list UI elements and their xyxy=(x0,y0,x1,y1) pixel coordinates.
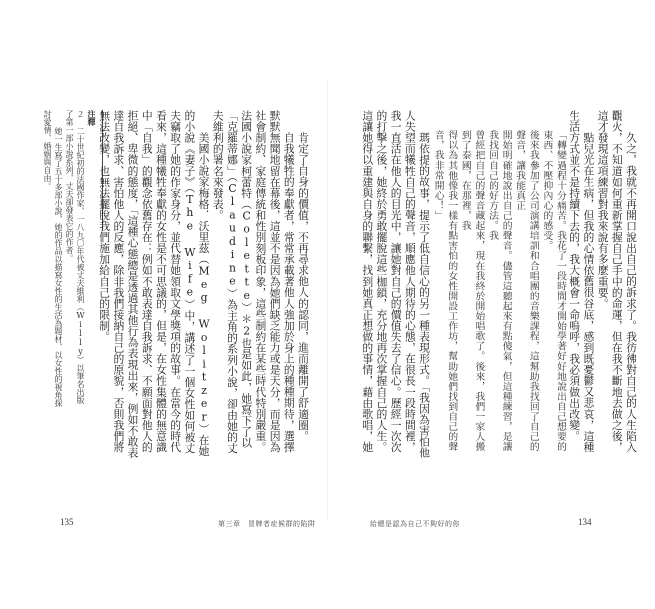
running-head: 給總是認為自己不夠好的你 xyxy=(370,520,460,528)
notes-title: 注釋 xyxy=(87,110,97,126)
paragraph: 肯定了自身的價值，不再尋求他人的認同，進而離開了舒適圈。 xyxy=(297,131,310,441)
quote-line: 開始明確地說出自己的聲音。儘管這聽起來有點傻氣，但這種練習，是讓我找回自己的好方法。我 xyxy=(487,129,512,452)
right-page xyxy=(328,0,655,609)
paragraph: 自我犧牲的奉獻者，常常承載著他人強加於身上的種種期待，選擇默默無聞地留在幕後，這並不是因為她們缺乏能力或是天分，而是因為社會制約、家庭傳統和性別刻板印象，這些制約在某些時代特別嚴重。法國小說家柯蕾特（Colette）＊2也是如此，她寫下了以「克羅蒂娜」（Claudine）為主角的系列小說，卻由她的丈夫維利的署名來發表。 xyxy=(211,110,296,454)
quote-line: 得以為其他像我一樣有點害怕的女性開設工作坊，幫助她們找到自己的聲音，我非常開心！」 xyxy=(432,129,458,452)
right-body-text xyxy=(338,110,638,460)
page-number: 135 xyxy=(60,517,74,527)
left-page xyxy=(0,0,327,609)
paragraph: 久之，我就不再開口說出自己的訴求了。我彷彿對自己的人生陷入觀火，不知道如何重新掌握自己手中的命運，但在我不斷地去做之後，這才發現這項練習對我來說有多麼重要。 xyxy=(596,110,638,453)
paragraph: 瑪依提的故事，提示了低自信心的另一種表現形式。「我因為害怕他人失望而犧牲自己的聲音，順應他人期待的心態，在很長一段時間裡，我一直活在他人的目光中，讓她對自己的價值失去了信心。歷經一次次的打擊之後，她終於勇敢擺脫這些枷鎖，充分地再次掌握自己的人生。這讓她得以重建與自身的聯繫，找到她真正想做的事情，藉由歌唱，她 xyxy=(361,110,432,458)
paragraph: 美國小說家梅格．沃里茲（Meg Wolitzer）在她的小說《妻子》（The Wife）中，講述了一個女性如何被丈夫竊取了她的作家身分，並代替她領取文學獎項的故事。在當今的時代看來，這種犧牲奉獻的女性是不可思議的，但是，在女性集體的無意識中「自我」的觀念依舊存在：例如不敢表達自我訴求、不願面對他人的拒絕、卑微的態度，「這種心態總是透過其他行為表現出來，例如不敢表達自我訴求、害怕他人的反應，除非我們接納自己的原貌，否則我們將無法改變，也無法擺脫我們施加給自己的限制。 xyxy=(98,110,211,459)
paragraph: 點兒光在生病，但我的心情依舊很谷底，感到既憂鬱又悲哀，這種生活方式並不是持續下去的，我大概會一命嗚呼，我必須做出改變。 xyxy=(568,110,596,453)
left-body-text xyxy=(98,110,310,460)
block-quote xyxy=(431,130,567,460)
running-head: 第三章 冒牌者症候群的陷阱 xyxy=(218,520,316,528)
quote-line: 後來我參加了公司演講培訓和合唱團的音樂課程，這幫助我找回了自己的聲音，讓我能真正 xyxy=(514,129,539,452)
quote-line: 曾經把自己的聲音藏起來，現在我終於開始唱歌了。後來，我們一家人搬到了泰國，在那裡，我 xyxy=(459,129,485,452)
quote-line: 「轉變過程十分痛苦。我花了一段時間才開始學著好好地說出自己想要的東西、不壓抑內心的感受。 xyxy=(541,129,566,452)
footnote: ２ 二十世紀初的法國作家，一八九〇年代被丈夫維利（Willy）以筆名出版了第一部小說系列，丈夫卻發表它的作者。 xyxy=(65,110,85,404)
footnotes xyxy=(43,110,98,410)
footnote: 她一生寫了五十多部小說，她的作品以描寫女性的生活為題材，以女性的視角探討愛情、婚姻與自由。 xyxy=(43,110,63,407)
page-number: 134 xyxy=(578,517,592,527)
